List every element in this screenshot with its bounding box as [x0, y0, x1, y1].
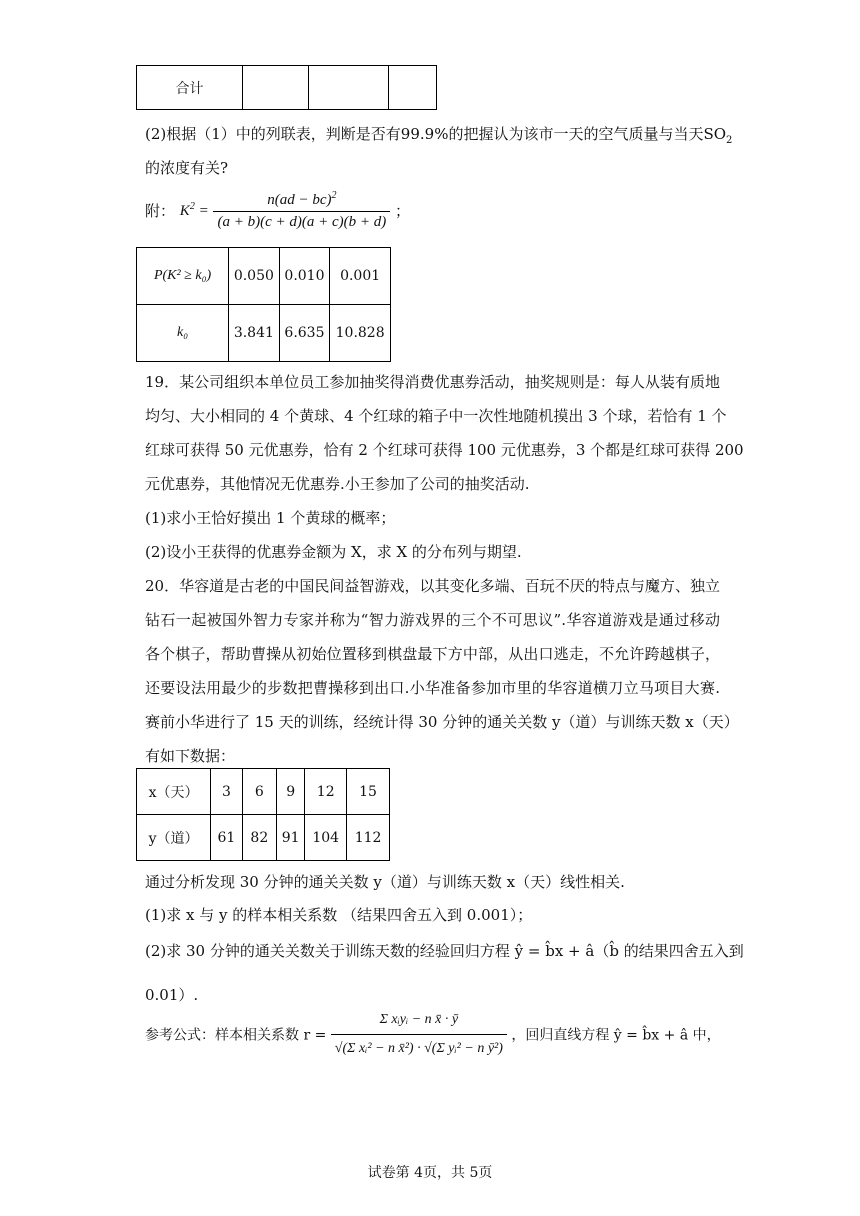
q20-line: 有如下数据：	[145, 747, 236, 765]
x-label: x（天）	[137, 769, 211, 815]
x-value: 3	[211, 769, 242, 815]
x-value: 6	[242, 769, 277, 815]
y-value: 61	[211, 815, 242, 861]
y-value: 104	[305, 815, 347, 861]
q19-part2: (2)设小王获得的优惠券金额为 X，求 X 的分布列与期望.	[145, 543, 522, 561]
q20-part2-line1: (2)求 30 分钟的通关关数关于训练天数的经验回归方程 ŷ = b̂x + â（b̂ 的结果四舍五入到	[145, 942, 744, 960]
q19-line: 元优惠券，其他情况无优惠券.小王参加了公司的抽奖活动.	[145, 475, 530, 493]
correlation-fraction	[331, 1012, 507, 1057]
y-value: 82	[242, 815, 277, 861]
x-value: 12	[305, 769, 347, 815]
prob-value: 0.001	[330, 248, 391, 305]
q20-line: 钻石一起被国外智力专家并称为“智力游戏界的三个不可思议”.华容道游戏是通过移动	[145, 611, 720, 629]
q19-part1: (1)求小王恰好摸出 1 个黄球的概率；	[145, 509, 396, 527]
k0-value: 10.828	[330, 305, 391, 362]
k2-formula	[145, 190, 410, 231]
total-cell	[309, 66, 389, 110]
x-value: 9	[277, 769, 305, 815]
ref-suffix: ，回归直线方程 ŷ = b̂x + â 中，	[511, 1027, 721, 1044]
k2-lhs: $K^2$ =	[179, 201, 209, 219]
prob-value: 0.010	[279, 248, 330, 305]
y-value: 91	[277, 815, 305, 861]
training-data-table	[136, 768, 390, 861]
ref-prefix: 参考公式：样本相关系数 r =	[145, 1027, 327, 1044]
prob-value: 0.050	[229, 248, 280, 305]
k2-symbol: K	[179, 203, 190, 219]
critical-value-table	[136, 247, 391, 362]
k2-numerator: n(ad − bc)$^2$	[213, 190, 390, 212]
q19-line: 均匀、大小相同的 4 个黄球、4 个红球的箱子中一次性地随机摸出 3 个球，若恰有 1 个	[145, 407, 727, 425]
k0-label: k₀	[137, 305, 229, 362]
q20-line: 各个棋子，帮助曹操从初始位置移到棋盘最下方中部，从出口逃走，不允许跨越棋子，	[145, 645, 720, 663]
prob-label: P(K² ≥ k₀)	[137, 248, 229, 305]
q20-linear-note: 通过分析发现 30 分钟的通关关数 y（道）与训练天数 x（天）线性相关.	[145, 873, 625, 891]
formula-suffix: ；	[395, 202, 411, 220]
k2-denominator: (a + b)(c + d)(a + c)(b + d)	[217, 214, 387, 230]
total-label: 合计	[137, 66, 243, 110]
k2-numerator-text: n(ad − bc)	[267, 192, 332, 208]
total-cell	[243, 66, 309, 110]
q19-line: 红球可获得 50 元优惠券，恰有 2 个红球可获得 100 元优惠券，3 个都是红球可获得 200	[145, 441, 744, 459]
correlation-numerator: Σ xᵢyᵢ − n x̄ · ȳ	[331, 1012, 507, 1035]
contingency-total-row	[136, 65, 437, 110]
reference-formula	[145, 1012, 721, 1057]
k2-fraction	[213, 190, 390, 231]
q18-part2-line1	[145, 124, 732, 151]
correlation-denominator: √(Σ xᵢ² − n x̄²) · √(Σ yᵢ² − n ȳ²)	[334, 1041, 503, 1056]
q20-line: 赛前小华进行了 15 天的训练，经统计得 30 分钟的通关关数 y（道）与训练天数 x（天）	[145, 713, 739, 731]
q20-part1: (1)求 x 与 y 的样本相关系数 （结果四舍五入到 0.001）；	[145, 906, 533, 924]
y-label: y（道）	[137, 815, 211, 861]
k0-value: 6.635	[279, 305, 330, 362]
q18-part2-text: (2)根据（1）中的列联表，判断是否有99.9%的把握认为该市一天的空气质量与当天SO	[145, 125, 727, 143]
q20-line: 还要设法用最少的步数把曹操移到出口.小华准备参加市里的华容道横刀立马项目大赛.	[145, 679, 720, 697]
total-cell	[389, 66, 437, 110]
so2-subscript: 2	[726, 135, 733, 146]
q20-line: 20．华容道是古老的中国民间益智游戏，以其变化多端、百玩不厌的特点与魔方、独立	[145, 577, 720, 595]
k0-value: 3.841	[229, 305, 280, 362]
x-value: 15	[347, 769, 390, 815]
q20-part2-line2: 0.01）.	[145, 986, 199, 1004]
q18-part2-line2: 的浓度有关?	[145, 159, 229, 177]
page-footer: 试卷第 4页，共 5页	[367, 1165, 493, 1181]
y-value: 112	[347, 815, 390, 861]
q19-line: 19．某公司组织本单位员工参加抽奖得消费优惠券活动，抽奖规则是：每人从装有质地	[145, 373, 720, 391]
formula-prefix: 附：	[145, 202, 176, 220]
